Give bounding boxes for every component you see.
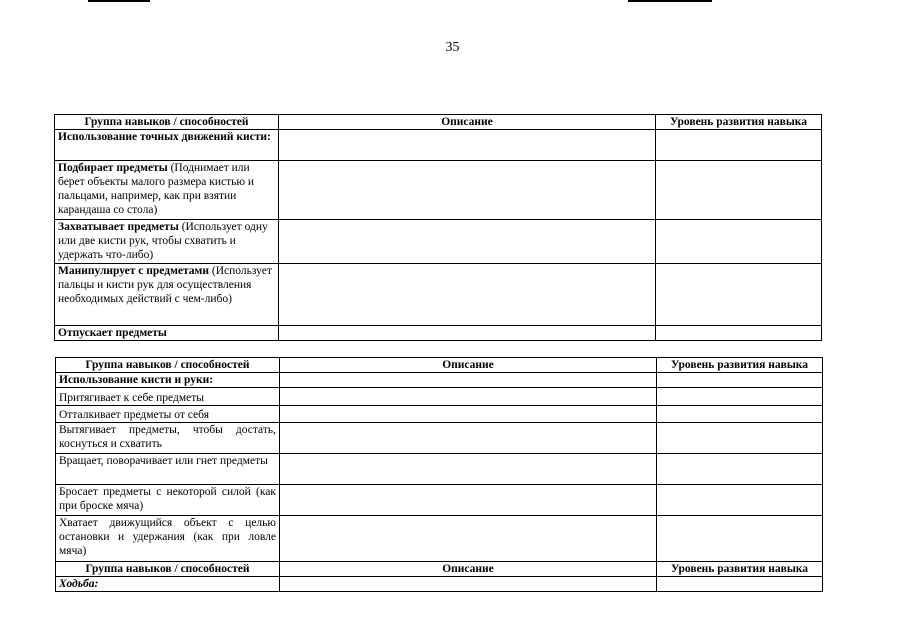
skill-title: Подбирает предметы	[58, 162, 168, 174]
row-skill: Вращает, поворачивает или гнет предметы	[56, 454, 280, 485]
header-description: Описание	[280, 358, 657, 373]
skill-text: (Использует пальцы и кисти рук для осуществления необходимых действий с чем-либо)	[58, 265, 272, 305]
header-group: Группа навыков / способностей	[56, 358, 280, 373]
table-header-row	[55, 115, 822, 130]
skill-text: (Поднимает или берет объекты малого размера кистью и пальцами, например, как при взятии карандаша со стола)	[58, 162, 255, 216]
description-cell	[279, 326, 656, 341]
table-row	[56, 485, 823, 516]
level-cell	[657, 516, 823, 562]
skill-title: Использование точных движений кисти:	[58, 131, 271, 143]
scan-mark-right	[628, 0, 712, 2]
table-row	[56, 516, 823, 562]
description-cell	[279, 161, 656, 220]
level-cell	[657, 454, 823, 485]
header-group: Группа навыков / способностей	[55, 115, 279, 130]
header-group: Группа навыков / способностей	[56, 562, 280, 577]
description-cell	[279, 220, 656, 264]
description-cell	[280, 388, 657, 406]
row-skill	[55, 220, 279, 264]
level-cell	[656, 264, 822, 326]
table-row	[56, 454, 823, 485]
skills-table-hand-arm	[55, 357, 823, 592]
table-row	[56, 406, 823, 423]
description-cell	[280, 454, 657, 485]
row-skill: Отталкивает предметы от себя	[56, 406, 280, 423]
skills-table-fine-motor	[54, 114, 822, 341]
section-row	[56, 373, 823, 388]
level-cell	[656, 220, 822, 264]
page-number: 35	[445, 40, 460, 55]
description-cell	[280, 516, 657, 562]
header-level: Уровень развития навыка	[657, 562, 823, 577]
header-level: Уровень развития навыка	[656, 115, 822, 130]
scan-mark-left	[88, 0, 150, 2]
description-cell	[279, 130, 656, 161]
level-cell	[657, 373, 823, 388]
skill-title: Отпускает предметы	[58, 327, 167, 339]
table-header-row	[56, 358, 823, 373]
description-cell	[280, 577, 657, 592]
row-skill: Притягивает к себе предметы	[56, 388, 280, 406]
table-row	[55, 130, 822, 161]
table-row	[55, 264, 822, 326]
row-skill: Хватает движущийся объект с целью остановки и удержания (как при ловле мяча)	[56, 516, 280, 562]
skill-title: Манипулирует с предметами	[58, 265, 209, 277]
header-level: Уровень развития навыка	[657, 358, 823, 373]
section-title-walking: Ходьба:	[56, 577, 280, 592]
description-cell	[279, 264, 656, 326]
description-cell	[280, 423, 657, 454]
row-skill	[55, 161, 279, 220]
table-row	[55, 326, 822, 341]
level-cell	[657, 423, 823, 454]
skill-title: Захватывает предметы	[58, 221, 179, 233]
level-cell	[657, 406, 823, 423]
table-row	[55, 220, 822, 264]
row-skill	[55, 130, 279, 161]
level-cell	[657, 485, 823, 516]
row-skill: Бросает предметы с некоторой силой (как при броске мяча)	[56, 485, 280, 516]
level-cell	[656, 326, 822, 341]
table-row	[56, 388, 823, 406]
table-row	[55, 161, 822, 220]
row-skill	[55, 264, 279, 326]
description-cell	[280, 406, 657, 423]
table-header-row	[56, 562, 823, 577]
level-cell	[656, 161, 822, 220]
description-cell	[280, 373, 657, 388]
level-cell	[657, 577, 823, 592]
row-skill: Вытягивает предметы, чтобы достать, коснуться и схватить	[56, 423, 280, 454]
section-row	[56, 577, 823, 592]
skill-text: (Использует одну или две кисти рук, чтобы схватить и удержать что-либо)	[58, 221, 268, 261]
level-cell	[656, 130, 822, 161]
section-title: Использование кисти и руки:	[56, 373, 280, 388]
description-cell	[280, 485, 657, 516]
row-skill	[55, 326, 279, 341]
level-cell	[657, 388, 823, 406]
table-row	[56, 423, 823, 454]
header-description: Описание	[280, 562, 657, 577]
header-description: Описание	[279, 115, 656, 130]
